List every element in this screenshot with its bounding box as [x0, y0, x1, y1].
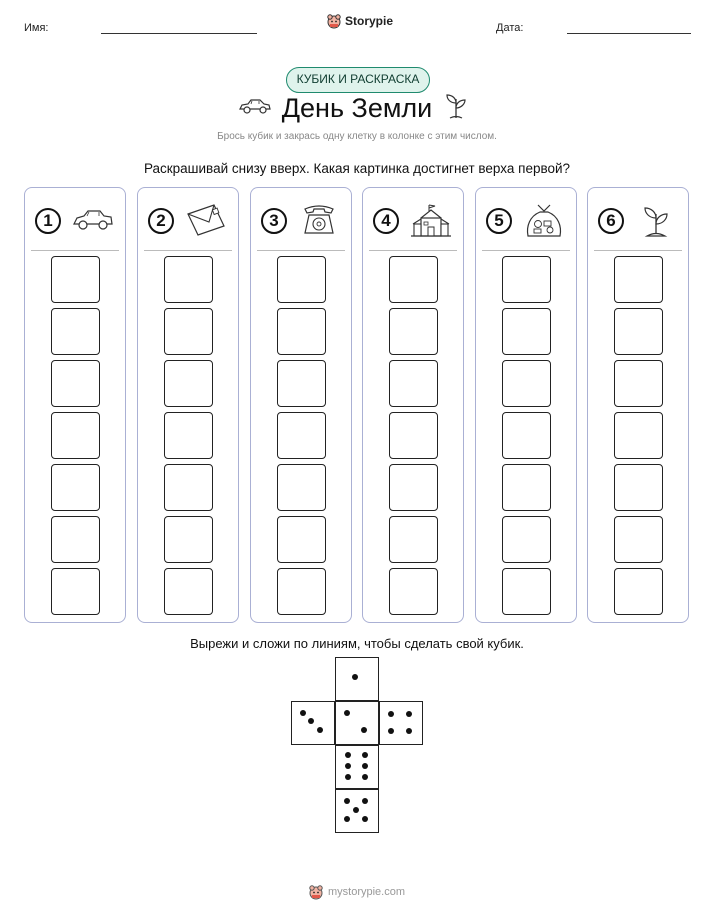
die-pip	[406, 728, 412, 734]
color-cell[interactable]	[277, 360, 326, 407]
color-cell[interactable]	[164, 568, 213, 615]
die-pip	[362, 798, 368, 804]
color-cell[interactable]	[502, 516, 551, 563]
column-divider	[31, 250, 119, 251]
die-pip	[362, 752, 368, 758]
die-pip	[361, 727, 367, 733]
die-face-6	[335, 745, 379, 789]
column-divider	[144, 250, 232, 251]
date-line[interactable]	[567, 33, 691, 34]
die-face-5	[335, 789, 379, 833]
brand-name: Storypie	[345, 14, 394, 28]
name-label: Имя:	[24, 22, 49, 34]
schoolhouse-icon	[409, 202, 453, 240]
car-icon	[71, 202, 115, 236]
name-line[interactable]	[101, 33, 257, 34]
die-face-3	[291, 701, 335, 745]
color-cell[interactable]	[389, 516, 438, 563]
column-5	[475, 187, 577, 623]
color-cell[interactable]	[51, 256, 100, 303]
subtitle: Брось кубик и закрась одну клетку в колонке с этим числом.	[217, 131, 497, 142]
cut-instruction: Вырежи и сложи по линиям, чтобы сделать свой кубик.	[190, 636, 524, 651]
color-cell[interactable]	[614, 464, 663, 511]
column-4	[362, 187, 464, 623]
die-pip	[308, 718, 314, 724]
color-cell[interactable]	[502, 256, 551, 303]
sprout-icon	[634, 202, 678, 240]
die-pip	[388, 728, 394, 734]
die-pip	[353, 807, 359, 813]
footer-url[interactable]: mystorypie.com	[328, 886, 406, 898]
column-number: 5	[486, 208, 512, 234]
color-cell[interactable]	[389, 256, 438, 303]
die-pip	[345, 774, 351, 780]
color-cell[interactable]	[51, 308, 100, 355]
die-pip	[388, 711, 394, 717]
instruction: Раскрашивай снизу вверх. Какая картинка достигнет верха первой?	[143, 161, 571, 176]
column-number: 2	[148, 208, 174, 234]
color-cell[interactable]	[164, 412, 213, 459]
brand-logo	[326, 13, 393, 29]
color-cell[interactable]	[389, 464, 438, 511]
die-pip	[300, 710, 306, 716]
die-face-4	[379, 701, 423, 745]
color-cell[interactable]	[164, 256, 213, 303]
column-divider	[369, 250, 457, 251]
die-face-2	[335, 701, 379, 745]
column-1	[24, 187, 126, 623]
color-cell[interactable]	[277, 516, 326, 563]
storypie-mascot-icon	[308, 884, 324, 900]
color-cell[interactable]	[389, 360, 438, 407]
die-pip	[344, 816, 350, 822]
die-pip	[362, 763, 368, 769]
color-cell[interactable]	[277, 412, 326, 459]
color-cell[interactable]	[51, 412, 100, 459]
color-cell[interactable]	[51, 568, 100, 615]
color-cell[interactable]	[164, 360, 213, 407]
color-cell[interactable]	[614, 412, 663, 459]
date-label: Дата:	[496, 22, 524, 34]
die-pip	[406, 711, 412, 717]
activity-badge: КУБИК И РАСКРАСКА	[286, 67, 430, 93]
storypie-mascot-icon	[326, 13, 342, 29]
column-number: 4	[373, 208, 399, 234]
color-cell[interactable]	[277, 256, 326, 303]
column-divider	[482, 250, 570, 251]
column-3	[250, 187, 352, 623]
telephone-icon	[297, 202, 341, 236]
die-pip	[317, 727, 323, 733]
color-cell[interactable]	[502, 360, 551, 407]
color-cell[interactable]	[502, 568, 551, 615]
die-pip	[345, 752, 351, 758]
color-cell[interactable]	[389, 568, 438, 615]
color-cell[interactable]	[51, 516, 100, 563]
color-cell[interactable]	[51, 360, 100, 407]
column-number: 1	[35, 208, 61, 234]
color-cell[interactable]	[614, 360, 663, 407]
color-cell[interactable]	[277, 568, 326, 615]
die-pip	[344, 710, 350, 716]
die-pip	[362, 774, 368, 780]
color-cell[interactable]	[502, 412, 551, 459]
color-cell[interactable]	[164, 308, 213, 355]
color-cell[interactable]	[164, 464, 213, 511]
die-pip	[344, 798, 350, 804]
color-cell[interactable]	[502, 464, 551, 511]
color-cell[interactable]	[277, 464, 326, 511]
column-divider	[594, 250, 682, 251]
footer	[308, 884, 405, 900]
sprout-icon	[444, 91, 468, 121]
die-face-1	[335, 657, 379, 701]
color-cell[interactable]	[389, 412, 438, 459]
envelope-icon	[184, 202, 228, 236]
column-number: 6	[598, 208, 624, 234]
color-cell[interactable]	[614, 568, 663, 615]
color-cell[interactable]	[51, 464, 100, 511]
color-cell[interactable]	[614, 516, 663, 563]
color-cell[interactable]	[389, 308, 438, 355]
column-number: 3	[261, 208, 287, 234]
column-divider	[257, 250, 345, 251]
die-pip	[345, 763, 351, 769]
color-cell[interactable]	[164, 516, 213, 563]
color-cell[interactable]	[277, 308, 326, 355]
die-pip	[362, 816, 368, 822]
color-cell[interactable]	[614, 308, 663, 355]
garbage-bag-icon	[522, 202, 566, 240]
column-2	[137, 187, 239, 623]
color-cell[interactable]	[502, 308, 551, 355]
page-title: День Земли	[281, 93, 433, 123]
die-pip	[352, 674, 358, 680]
column-6	[587, 187, 689, 623]
color-cell[interactable]	[614, 256, 663, 303]
